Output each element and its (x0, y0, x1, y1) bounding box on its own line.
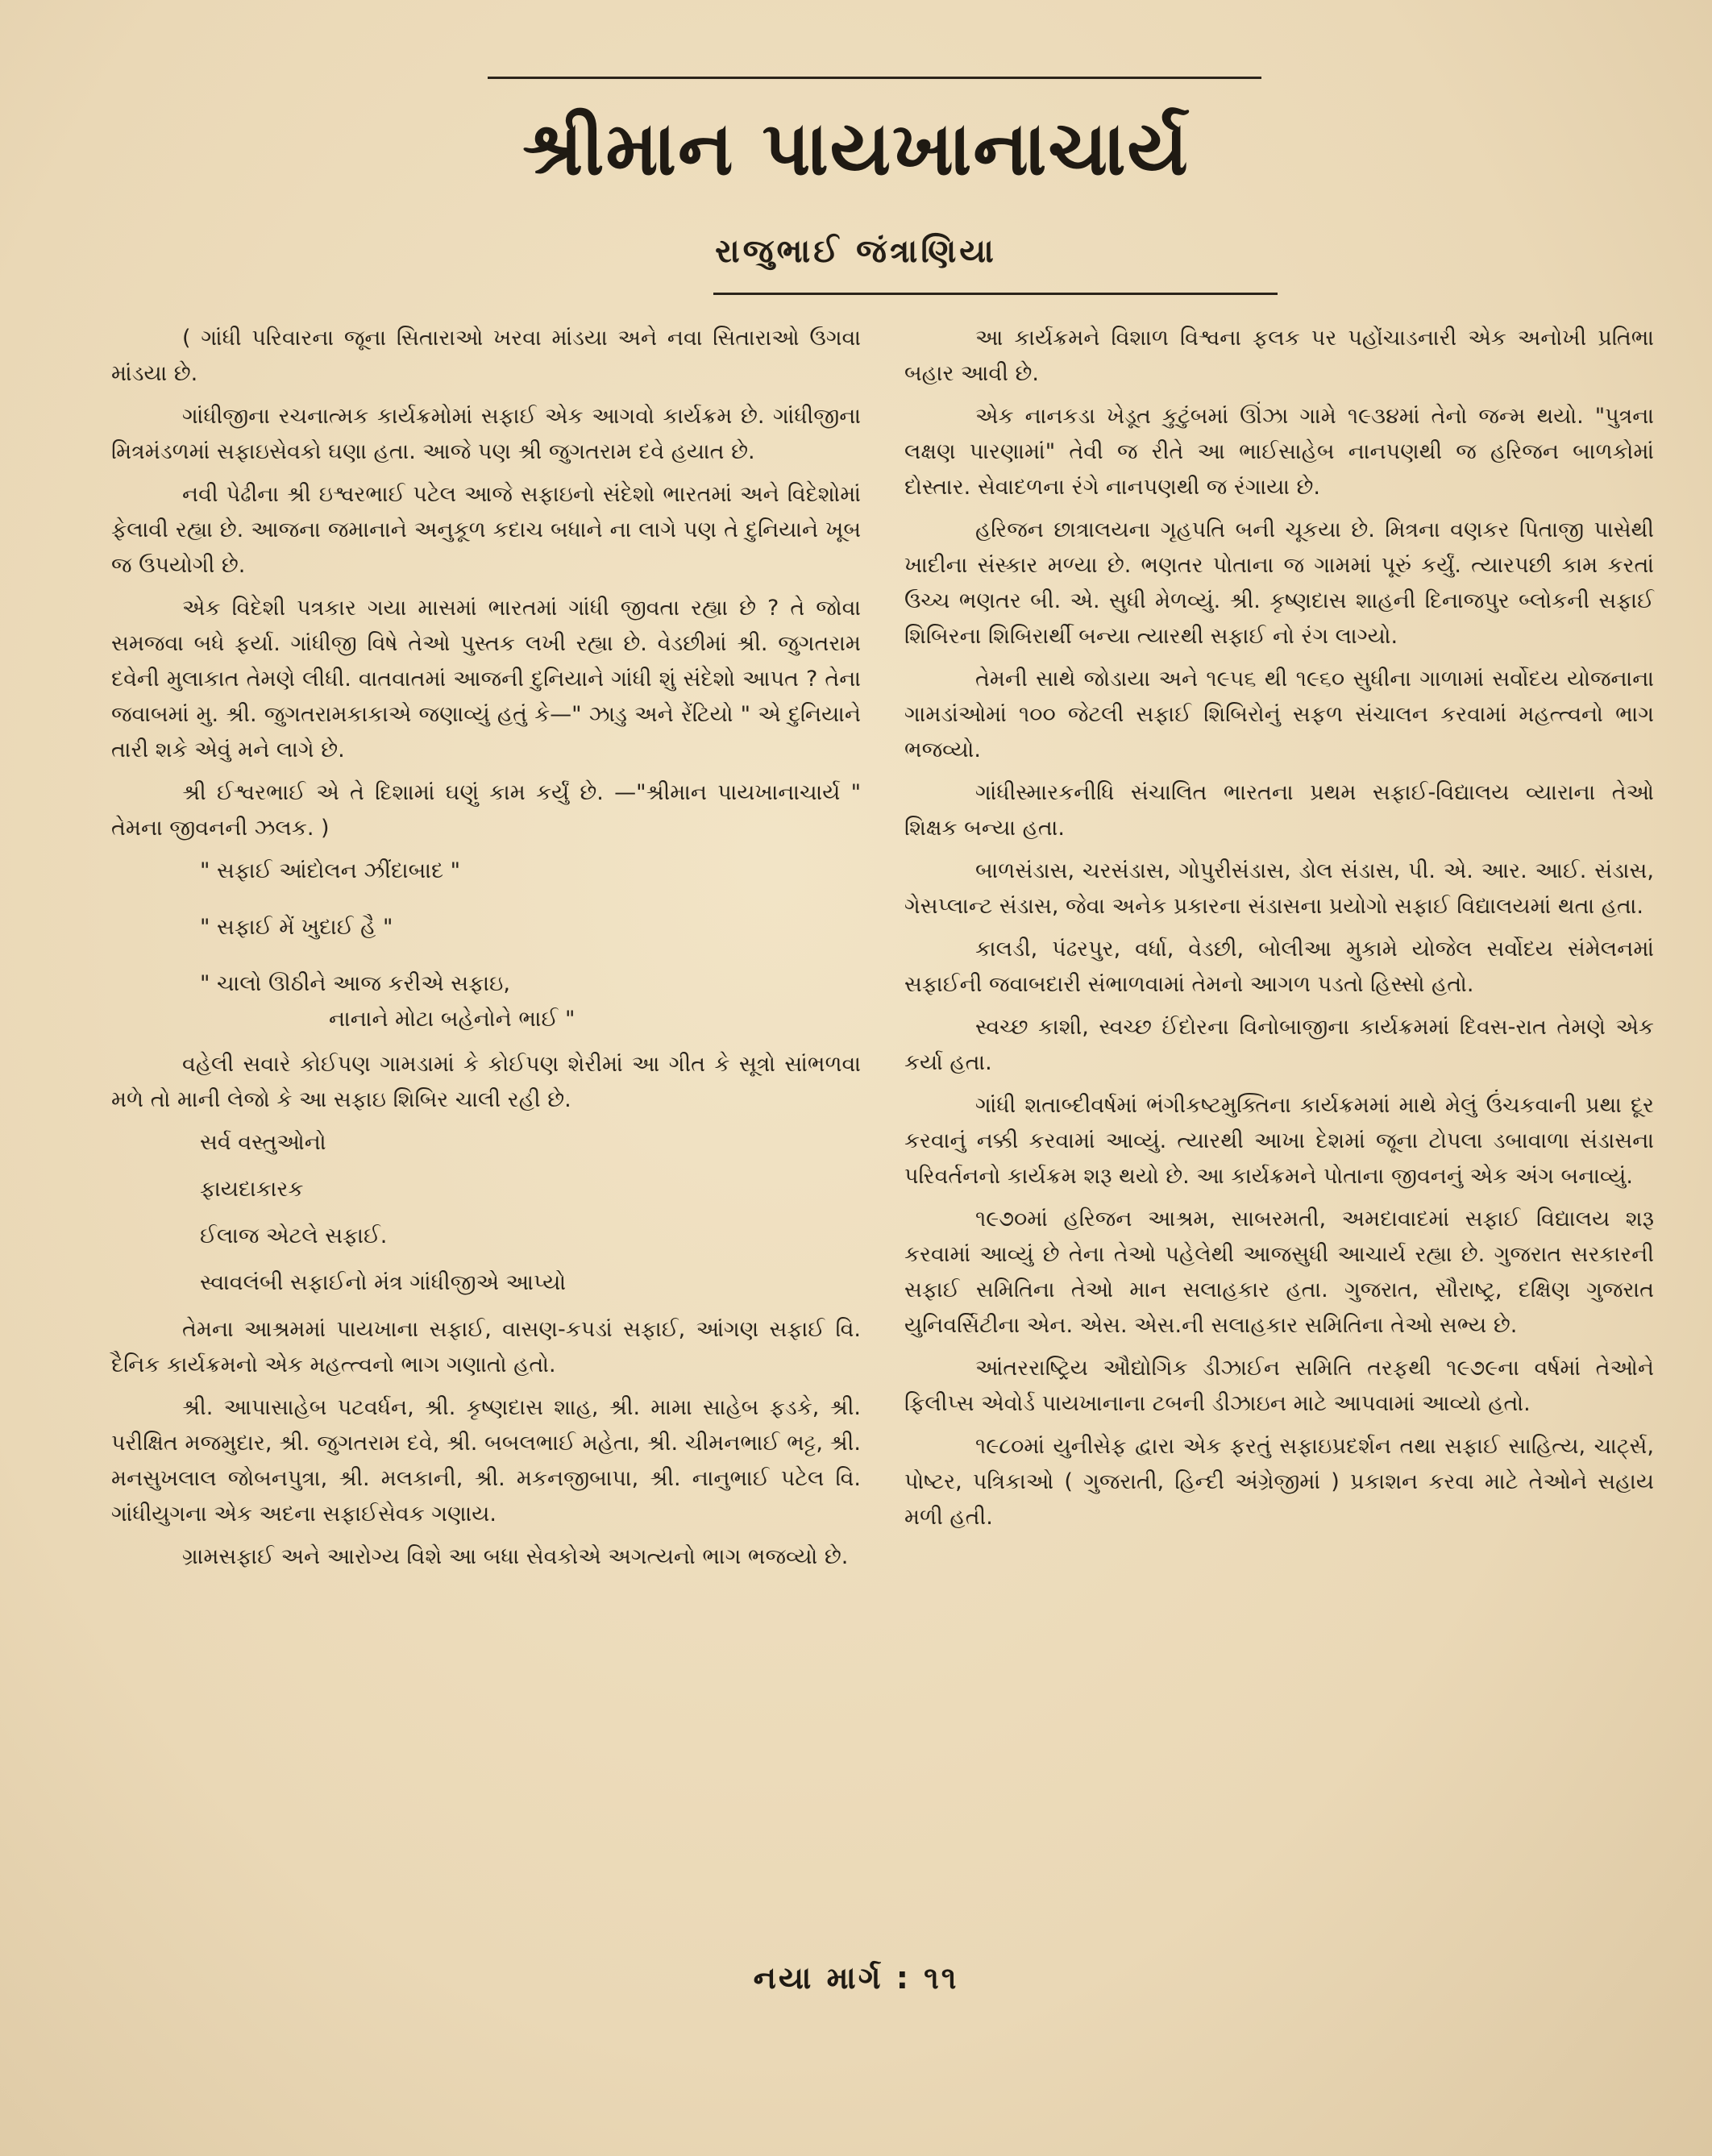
article-author: રાજુભાઈ જંત્રાણિયા (715, 232, 997, 270)
paragraph: શ્રી ઈશ્વરભાઈ એ તે દિશામાં ઘણું કામ કર્યું છે. —"શ્રીમાન પાયખાનાચાર્ય " તેમના જીવનની ઝલક. ) (111, 780, 861, 841)
paragraph: આ કાર્યક્રમને વિશાળ વિશ્વના ફલક પર પહોંચાડનારી એક અનોખી પ્રતિભા બહાર આવી છે. (904, 326, 1654, 386)
paragraph: ૧૯૭૦માં હરિજન આશ્રમ, સાબરમતી, અમદાવાદમાં સફાઈ વિદ્યાલય શરૂ કરવામાં આવ્યું છે તેના તેઓ પહેલેથી આજસુધી આચાર્ય રહ્યા છે. ગુજરાત સરકારની સફાઈ સમિતિના તેઓ માન સલાહકાર હતા. ગુજરાત, સૌરાષ્ટ્ર, દક્ષિણ ગુજરાત યુનિવર્સિટીના એન. એસ. એસ.ની સલાહકાર સમિતિના તેઓ સભ્ય છે. (904, 1207, 1654, 1338)
paragraph: વહેલી સવારે કોઈપણ ગામડામાં કે કોઈપણ શેરીમાં આ ગીત કે સૂત્રો સાંભળવા મળે તો માની લેજો કે આ સફાઇ શિબિર ચાલી રહી છે. (111, 1052, 861, 1112)
motto-line: ઈલાજ એટલે સફાઈ. (200, 1223, 388, 1248)
top-rule (488, 77, 1261, 79)
paragraph: આંતરરાષ્ટ્રિય ઔદ્યોગિક ડીઝાઈન સમિતિ તરફથી ૧૯૭૯ના વર્ષમાં તેઓને ફિલીપ્સ એવોર્ડ પાયખાનાના ટબની ડીઝાઇન માટે આપવામાં આવ્યો હતો. (904, 1356, 1654, 1416)
paragraph: ગાંધીજીના રચનાત્મક કાર્યક્રમોમાં સફાઈ એક આગવો કાર્યક્રમ છે. ગાંધીજીના મિત્રમંડળમાં સફાઇસેવકો ઘણા હતા. આજે પણ શ્રી જુગતરામ દવે હયાત છે. (111, 404, 861, 464)
left-column (111, 321, 861, 1582)
slogan: " ચાલો ઊઠીને આજ કરીએ સફાઇ, (200, 971, 510, 996)
header-rule (713, 293, 1278, 295)
page-footer: નયા માર્ગ : ૧૧ (753, 1960, 959, 1996)
slogan: " સફાઈ આંદોલન ઝીંદાબાદ " (200, 858, 461, 883)
paragraph: નવી પેઢીના શ્રી ઇશ્વરભાઈ પટેલ આજે સફાઇનો સંદેશો ભારતમાં અને વિદેશોમાં ફેલાવી રહ્યા છે. આજના જમાનાને અનુકૂળ કદાચ બધાને ના લાગે પણ તે દુનિયાને ખૂબ જ ઉપયોગી છે. (111, 482, 861, 578)
paragraph: એક વિદેશી પત્રકાર ગયા માસમાં ભારતમાં ગાંધી જીવતા રહ્યા છે ? તે જોવા સમજવા બધે ફર્યા. ગાંધીજી વિષે તેઓ પુસ્તક લખી રહ્યા છે. વેડછીમાં શ્રી. જુગતરામ દવેની મુલાકાત તેમણે લીધી. વાતવાતમાં આજની દુનિયાને ગાંધી શું સંદેશો આપત ? તેના જવાબમાં મુ. શ્રી. જુગતરામકાકાએ જણાવ્યું હતું કે—" ઝાડુ અને રેંટિયો " એ દુનિયાને તારી શકે એવું મને લાગે છે. (111, 596, 861, 762)
paragraph: હરિજન છાત્રાલયના ગૃહપતિ બની ચૂકયા છે. મિત્રના વણકર પિતાજી પાસેથી ખાદીના સંસ્કાર મળ્યા છે. ભણતર પોતાના જ ગામમાં પૂરું કર્યું. ત્યારપછી કામ કરતાં ઉચ્ચ ભણતર બી. એ. સુધી મેળવ્યું. શ્રી. કૃષ્ણદાસ શાહની દિનાજપુર બ્લોકની સફાઈ શિબિરના શિબિરાર્થી બન્યા ત્યારથી સફાઈ નો રંગ લાગ્યો. (904, 517, 1654, 649)
paragraph: તેમની સાથે જોડાયા અને ૧૯૫૬ થી ૧૯૬૦ સુધીના ગાળામાં સર્વોદય યોજનાના ગામડાંઓમાં ૧૦૦ જેટલી સફાઈ શિબિરોનું સફળ સંચાલન કરવામાં મહત્ત્વનો ભાગ ભજવ્યો. (904, 667, 1654, 762)
paragraph: ગાંધીસ્મારકનીધિ સંચાલિત ભારતના પ્રથમ સફાઈ-વિદ્યાલય વ્યારાના તેઓ શિક્ષક બન્યા હતા. (904, 780, 1654, 841)
paragraph: શ્રી. આપાસાહેબ પટવર્ધન, શ્રી. કૃષ્ણદાસ શાહ, શ્રી. મામા સાહેબ ફડકે, શ્રી. પરીક્ષિત મજમુદાર, શ્રી. જુગતરામ દવે, શ્રી. બબલભાઈ મહેતા, શ્રી. ચીમનભાઈ ભટ્ટ, શ્રી. મનસુખલાલ જોબનપુત્રા, શ્રી. મલકાની, શ્રી. મકનજીબાપા, શ્રી. નાનુભાઈ પટેલ વિ. ગાંધીયુગના એક અદના સફાઈસેવક ગણાય. (111, 1395, 861, 1527)
motto-line: સ્વાવલંબી સફાઈનો મંત્ર ગાંધીજીએ આપ્યો (200, 1270, 567, 1295)
motto-line: સર્વ વસ્તુઓનો (200, 1130, 326, 1155)
right-column (904, 321, 1654, 1543)
paragraph: ( ગાંધી પરિવારના જૂના સિતારાઓ ખરવા માંડયા અને નવા સિતારાઓ ઉગવા માંડયા છે. (111, 326, 861, 386)
paragraph: બાળસંડાસ, ચરસંડાસ, ગોપુરીસંડાસ, ડોલ સંડાસ, પી. એ. આર. આઈ. સંડાસ, ગેસપ્લાન્ટ સંડાસ, જેવા અનેક પ્રકારના સંડાસના પ્રયોગો સફાઈ વિદ્યાલયમાં થતા હતા. (904, 858, 1654, 919)
slogan-continuation: નાનાને મોટા બહેનોને ભાઈ " (329, 1007, 576, 1032)
paragraph: ૧૯૮૦માં યુનીસેફ દ્વારા એક ફરતું સફાઇપ્રદર્શન તથા સફાઈ સાહિત્ય, ચાર્ટ્સ, પોષ્ટર, પત્રિકાઓ ( ગુજરાતી, હિન્દી અંગ્રેજીમાં ) પ્રકાશન કરવા માટે તેઓને સહાય મળી હતી. (904, 1434, 1654, 1530)
paragraph: સ્વચ્છ કાશી, સ્વચ્છ ઈંદોરના વિનોબાજીના કાર્યક્રમમાં દિવસ-રાત તેમણે એક કર્યા હતા. (904, 1015, 1654, 1075)
paragraph: કાલડી, પંઢરપુર, વર્ધા, વેડછી, બોલીઆ મુકામે યોજેલ સર્વોદય સંમેલનમાં સફાઈની જવાબદારી સંભાળવામાં તેમનો આગળ પડતો હિસ્સો હતો. (904, 937, 1654, 997)
paragraph: એક નાનકડા ખેડૂત કુટુંબમાં ઊંઝા ગામે ૧૯૩૪માં તેનો જન્મ થયો. "પુત્રના લક્ષણ પારણામાં" તેવી જ રીતે આ ભાઈસાહેબ નાનપણથી જ હરિજન બાળકોમાં દોસ્તાર. સેવાદળના રંગે નાનપણથી જ રંગાયા છે. (904, 404, 1654, 500)
motto-line: ફાયદાકારક (200, 1177, 304, 1202)
slogan: " સફાઈ મેં ખુદાઈ હૈ " (200, 915, 393, 940)
paragraph: ગ્રામસફાઈ અને આરોગ્ય વિશે આ બધા સેવકોએ અગત્યનો ભાગ ભજવ્યો છે. (182, 1544, 849, 1569)
article-title: શ્રીમાન પાયખાનાચાર્ય (522, 105, 1190, 192)
paragraph: ગાંધી શતાબ્દીવર્ષમાં ભંગીકષ્ટમુક્તિના કાર્યક્રમમાં માથે મેલું ઉંચકવાની પ્રથા દૂર કરવાનું નક્કી કરવામાં આવ્યું. ત્યારથી આખા દેશમાં જૂના ટોપલા ડબાવાળા સંડાસના પરિવર્તનનો કાર્યક્રમ શરૂ થયો છે. આ કાર્યક્રમને પોતાના જીવનનું એક અંગ બનાવ્યું. (904, 1093, 1654, 1189)
paragraph: તેમના આશ્રમમાં પાયખાના સફાઈ, વાસણ-કપડાં સફાઈ, આંગણ સફાઈ વિ. દૈનિક કાર્યક્રમનો એક મહત્ત્વનો ભાગ ગણાતો હતો. (111, 1317, 861, 1377)
